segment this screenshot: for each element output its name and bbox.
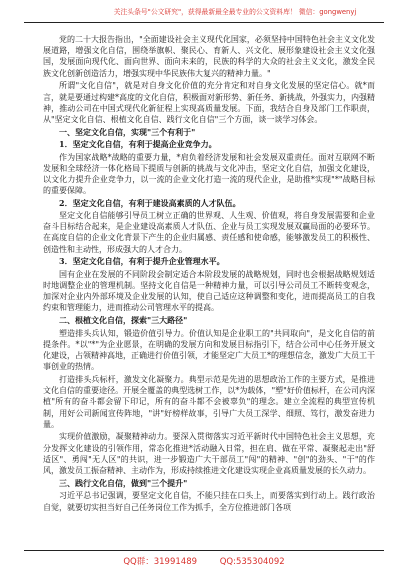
- header-banner: 关注头条号"公文研究"，获得最新最全最专业的公文资料库！ 微信：gongwenyj: [113, 8, 357, 16]
- body-paragraph: 所谓"文化自信"，就是对自身文化价值的充分肯定和对自身文化发展的坚定信心。就*而言，就是要通过构建*高度的文化自信，积极面对新形势、新任务、新挑战，外强实力，内强精神，推动公司在中国式现代化新征程上实现高质量发展。下面，我结合自身及部门工作职责，从"坚定文化自信、根植文化自信、践行文化自信"三个方面，谈一谈学习体会。: [43, 81, 375, 124]
- section-heading: 三、践行文化自信，做到"三个提升": [59, 477, 188, 488]
- footer-qq-group: QQ群：31991489: [123, 557, 198, 567]
- body-paragraph: 作为国家战略*战略的重要力量，*肩负着经济发展和社会发展双重责任。面对互联网不断发展和全球经济一体化格局下提质与创新的挑战与文化冲击，坚定文化自信，加强文化建设，以文化力提升企业竞争力，以一流的企业文化打造一流的现代企业，是助推*实现"*"战略目标的重要保障。: [43, 152, 375, 196]
- subsection-heading: 2．坚定文化自信，有利于建设高素质的人才队伍。: [59, 197, 241, 208]
- body-paragraph: 坚定文化自信能够引导员工树立正确的世界观、人生观、价值观，将自身发展需要和企业奋斗目标结合起来，是企业建设高素质人才队伍、企业与员工实现发展双赢局面的必要环节。在高度自信的企业文化背景下产生的企业归属感、责任感和使命感，能够激发员工的积极性、创造性和主动性，形成强大的人才合力。: [43, 211, 375, 254]
- body-paragraph: 塑造排头兵认知，锻造价值引导力。价值认知是企业职工的"共同取向"，是文化自信的前提条件。*以"*"为企业愿景，在明确的发展方向和发展目标指引下，结合公司中心任务开展文化建设，占领精神高地，正确进行价值引领，才能坚定广大员工*的理想信念，激发广大员工干事创业的热情。: [43, 328, 375, 372]
- subsection-heading: 1．坚定文化自信，有利于提高企业竞争力。: [59, 139, 217, 150]
- subsection-heading: 3．坚定文化自信，有利于提升企业管理水平。: [59, 256, 225, 267]
- footer-divider: [24, 550, 384, 551]
- body-paragraph: 党的二十大报告指出，"全面建设社会主义现代化国家，必须坚持中国特色社会主义文化发展道路，增强文化自信，围绕举旗帜、聚民心、育新人、兴文化、展形象建设社会主义文化强国，发展面向现代化、面向世界、面向未来的，民族的科学的大众的社会主义文化，激发全民族文化创新创造活力，增强实现中华民族伟大复兴的精神力量。": [43, 35, 375, 78]
- body-paragraph: 实现价值激励，凝聚精神动力。要深入贯彻落实习近平新时代中国特色社会主义思想，充分发挥文化建设的引领作用，常态化推进*活动融入日常，担在肩、做在平常、凝聚起走出"舒适区"、勇闯"无人区"的共识，进一步锻造广大干部员工"闯"的精神、"创"的劲头、"干"的作风，激发员工振奋精神、主动作为，形成持续推进文化建设实现企业高质量发展的长久动力。: [43, 432, 375, 476]
- body-paragraph: 国有企业在发展的不同阶段会制定适合本阶段发展的战略规划，同时也会根据战略规划适时地调整企业的管理机制。坚持文化自信是一种精神力量，可以引导公司员工不断转变观念，加深对企业内外部环境及企业发展的认知，使自己适应这种调整和变化，进而提高员工的自我约束和管理能力，进而推动公司管理水平的提高。: [43, 269, 375, 313]
- body-paragraph: 打造排头兵标杆，激发文化凝聚力。典型示范是先进的思想政治工作的主要方式，是推进文化自信的重要途径。开展全覆盖的典型选树工作，以*为载体，"塑"好价值标杆，在公司内深植"所有的奋斗都会留下印记，所有的奋斗都不会被辜负"的理念。建立全流程的典型宣传机制，用好公司新闻宣传阵地，"讲"好榜样故事，引导广大员工深学、细照、笃行，激发奋进力量。: [43, 374, 375, 429]
- body-paragraph: 习近平总书记强调，要坚定文化自信，不能只挂在口头上，而要落实到行动上。践行政治自觉，就要切实担当好自己任务岗位工作为抓手，全方位推进部门各项: [43, 491, 375, 512]
- footer: [0, 555, 408, 567]
- document-body: [43, 34, 375, 514]
- header-divider: [24, 22, 384, 23]
- section-heading: 二、根植文化自信，探索"三大路径": [59, 314, 188, 325]
- footer-qq: QQ:535304092: [219, 557, 285, 567]
- section-heading: 一、坚定文化自信，实现"三个有利于": [59, 126, 196, 137]
